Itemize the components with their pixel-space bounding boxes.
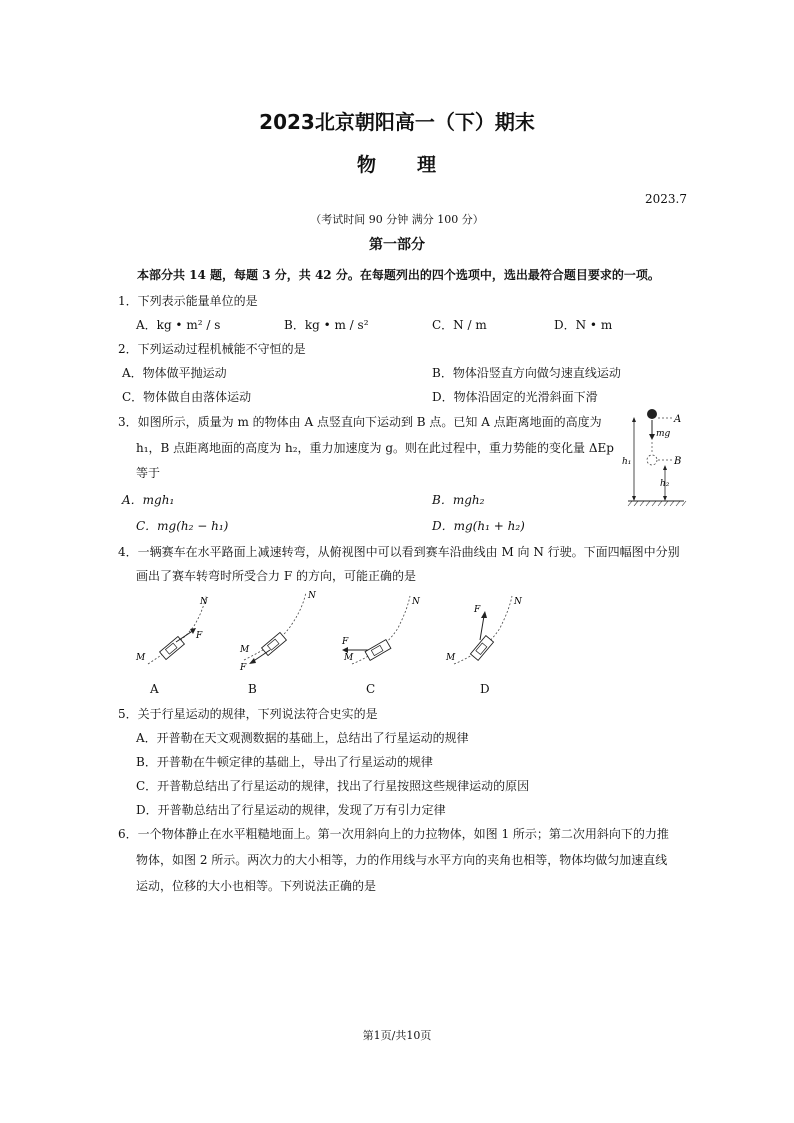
h2-arrow-top <box>663 465 667 470</box>
label-m: M <box>446 653 456 663</box>
q4-figure-c <box>338 590 428 670</box>
q6-line2: 物体，如图 2 所示。两次力的大小相等，力的作用线与水平方向的夹角也相等，物体均做匀加速直线 <box>136 853 668 867</box>
label-f: F <box>474 605 481 615</box>
label-m: M <box>136 653 146 663</box>
q3-option-d: D．mg(h₁ + h₂) <box>432 519 525 533</box>
q4-figure-b <box>230 588 330 672</box>
race-car <box>365 640 391 661</box>
q5-option-a: A．开普勒在天文观测数据的基础上，总结出了行星运动的规律 <box>136 731 469 745</box>
q4-caption-c: C <box>366 682 376 696</box>
label-h2: h₂ <box>660 479 670 489</box>
q4-caption-b: B <box>248 682 257 696</box>
label-m: M <box>240 645 250 655</box>
q2-option-d: D．物体沿固定的光滑斜面下滑 <box>432 390 598 404</box>
q3-option-a: A．mgh₁ <box>122 493 175 507</box>
q3-stem-line2: h₁，B 点距离地面的高度为 h₂，重力加速度为 g。则在此过程中，重力势能的变化量 ΔEp <box>136 441 614 455</box>
q6-line3: 运动，位移的大小也相等。下列说法正确的是 <box>136 879 377 893</box>
q3-option-b: B．mgh₂ <box>432 493 485 507</box>
q2-option-c: C．物体做自由落体运动 <box>122 390 252 404</box>
q4-figure-a <box>130 590 220 670</box>
label-f: F <box>240 663 247 672</box>
q2-option-a: A．物体做平抛运动 <box>122 366 227 380</box>
race-car <box>470 636 493 661</box>
label-mg: mg <box>656 429 671 439</box>
race-car <box>262 632 287 655</box>
q2-option-b: B．物体沿竖直方向做匀速直线运动 <box>432 366 621 380</box>
force-arrow <box>176 630 194 642</box>
q4-stem-line1: 4．一辆赛车在水平路面上减速转弯，从俯视图中可以看到赛车沿曲线由 M 向 N 行驶。下面四幅图中分别 <box>118 545 680 559</box>
force-arrow <box>480 616 484 640</box>
label-n: N <box>514 597 522 607</box>
h2-arrow-bottom <box>663 496 667 501</box>
q1-option-a: A．kg • m² / s <box>136 318 221 332</box>
label-m: M <box>344 653 354 663</box>
q3-stem-line1: 3．如图所示，质量为 m 的物体由 A 点竖直向下运动到 B 点。已知 A 点距离地面的高度为 <box>118 415 602 429</box>
subject-title: 物 理 <box>356 154 437 176</box>
q1-stem: 1．下列表示能量单位的是 <box>118 294 258 308</box>
q5-option-b: B．开普勒在牛顿定律的基础上，导出了行星运动的规律 <box>136 755 433 769</box>
curve <box>148 596 206 664</box>
ball-at-b <box>647 455 657 465</box>
label-f: F <box>342 637 349 647</box>
label-n: N <box>308 591 316 601</box>
label-n: N <box>412 597 420 607</box>
label-n: N <box>200 597 208 607</box>
ground-hatch <box>628 501 686 506</box>
force-arrowhead <box>481 611 487 618</box>
q5-option-c: C．开普勒总结出了行星运动的规律，找出了行星按照这些规律运动的原因 <box>136 779 530 793</box>
h1-arrow-bottom <box>632 496 636 501</box>
label-b: B <box>674 456 682 467</box>
q1-option-d: D．N • m <box>554 318 613 332</box>
q1-option-c: C．N / m <box>432 318 487 332</box>
race-car <box>160 636 185 659</box>
q2-stem: 2．下列运动过程机械能不守恒的是 <box>118 342 306 356</box>
force-arrowhead <box>249 658 256 664</box>
exam-info: （考试时间 90 分钟 满分 100 分） <box>310 213 484 226</box>
part-title: 第一部分 <box>369 237 425 253</box>
q4-caption-d: D <box>480 682 490 696</box>
mg-arrowhead <box>649 434 655 440</box>
q4-stem-line2: 画出了赛车转弯时所受合力 F 的方向，可能正确的是 <box>136 569 416 583</box>
q5-stem: 5．关于行星运动的规律，下列说法符合史实的是 <box>118 707 378 721</box>
page-number: 第1页/共10页 <box>362 1029 432 1042</box>
q6-line1: 6．一个物体静止在水平粗糙地面上。第一次用斜向上的力拉物体，如图 1 所示；第二次用斜向下的力推 <box>118 827 669 841</box>
q3-stem-line3: 等于 <box>136 466 161 480</box>
ball-at-a <box>647 409 657 419</box>
q3-option-c: C．mg(h₂ − h₁) <box>136 519 229 533</box>
page-title: 2023北京朝阳高一（下）期末 <box>259 110 535 134</box>
label-f: F <box>196 631 203 641</box>
exam-date: 2023.7 <box>645 192 687 206</box>
q1-option-b: B．kg • m / s² <box>284 318 369 332</box>
q4-figure-d <box>440 592 530 672</box>
q5-option-d: D．开普勒总结出了行星运动的规律，发现了万有引力定律 <box>136 803 446 817</box>
h1-arrow-top <box>632 417 636 422</box>
label-a: A <box>674 414 682 425</box>
part-instructions: 本部分共 14 题，每题 3 分，共 42 分。在每题列出的四个选项中，选出最符合题目要求的一项。 <box>137 268 660 282</box>
q3-figure <box>620 404 692 508</box>
label-h1: h₁ <box>622 457 632 467</box>
q4-caption-a: A <box>150 682 159 696</box>
